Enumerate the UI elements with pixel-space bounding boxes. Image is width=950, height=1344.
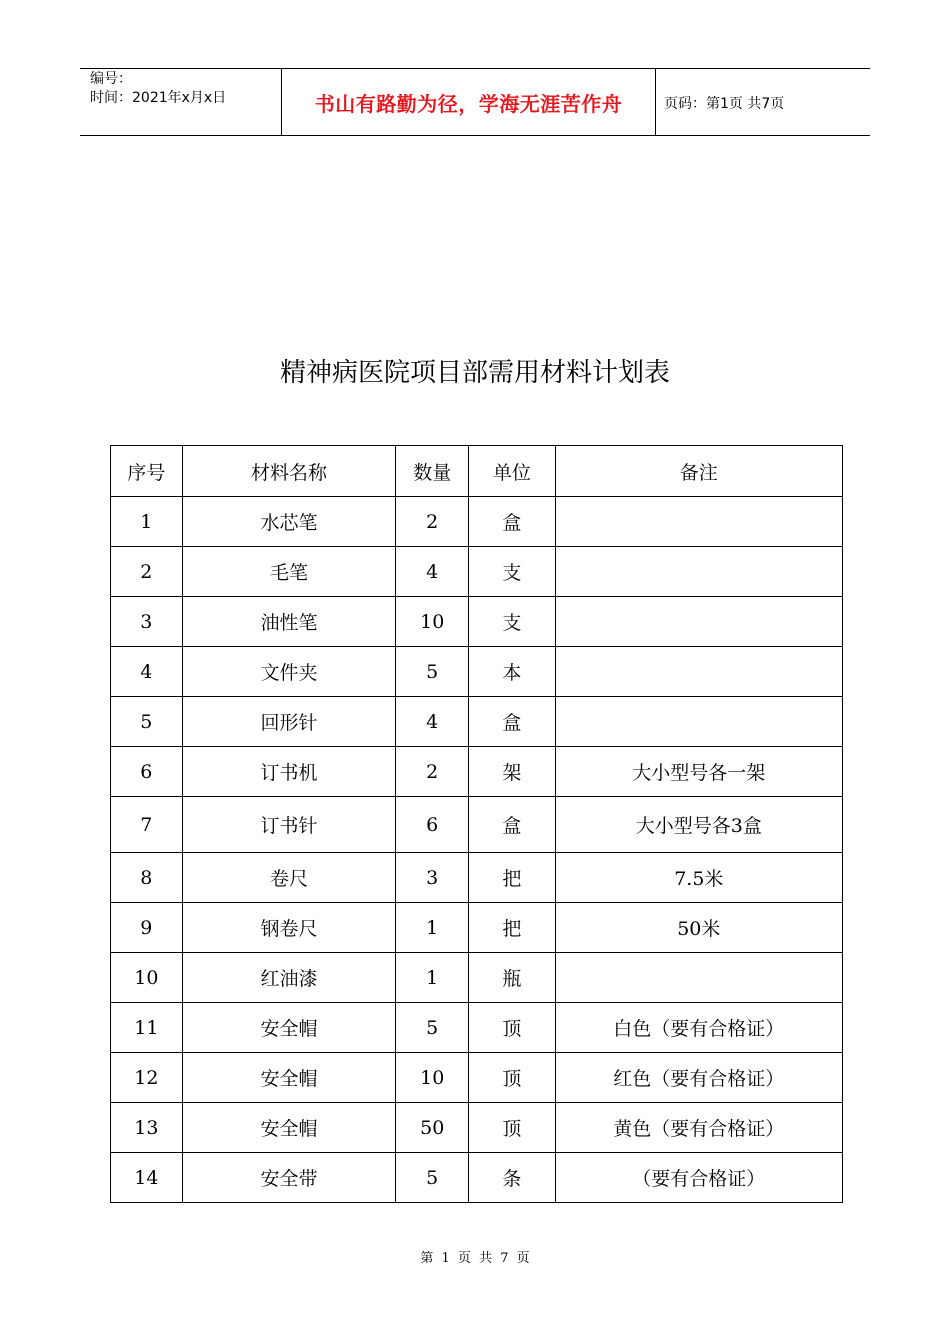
cell-no: 11 (111, 1003, 183, 1053)
cell-unit: 顶 (469, 1053, 556, 1103)
column-header-name: 材料名称 (182, 446, 396, 497)
header-motto: 书山有路勤为径，学海无涯苦作舟 (314, 92, 623, 116)
cell-note: 黄色（要有合格证） (555, 1103, 842, 1153)
cell-qty: 3 (396, 853, 469, 903)
cell-qty: 4 (396, 547, 469, 597)
cell-no: 12 (111, 1053, 183, 1103)
column-header-note: 备注 (555, 446, 842, 497)
cell-qty: 10 (396, 597, 469, 647)
cell-qty: 2 (396, 747, 469, 797)
page-title: 精神病医院项目部需用材料计划表 (279, 358, 670, 388)
cell-note: 7.5米 (555, 853, 842, 903)
cell-note (555, 597, 842, 647)
table-row (111, 547, 843, 597)
cell-no: 3 (111, 597, 183, 647)
cell-no: 2 (111, 547, 183, 597)
column-header-no: 序号 (111, 446, 183, 497)
cell-note (555, 547, 842, 597)
cell-name: 安全帽 (182, 1053, 396, 1103)
cell-name: 红油漆 (182, 953, 396, 1003)
cell-no: 5 (111, 697, 183, 747)
cell-note (555, 647, 842, 697)
table-row (111, 953, 843, 1003)
table-header-row (111, 446, 843, 497)
cell-unit: 本 (469, 647, 556, 697)
cell-unit: 把 (469, 903, 556, 953)
cell-no: 13 (111, 1103, 183, 1153)
cell-no: 10 (111, 953, 183, 1003)
cell-name: 油性笔 (182, 597, 396, 647)
cell-unit: 把 (469, 853, 556, 903)
table-row (111, 697, 843, 747)
cell-no: 7 (111, 797, 183, 853)
cell-name: 安全帽 (182, 1003, 396, 1053)
table-row (111, 797, 843, 853)
cell-unit: 盒 (469, 797, 556, 853)
cell-name: 毛笔 (182, 547, 396, 597)
cell-qty: 1 (396, 903, 469, 953)
header-meta (90, 70, 226, 108)
cell-note: 大小型号各一架 (555, 747, 842, 797)
cell-name: 回形针 (182, 697, 396, 747)
cell-note (555, 497, 842, 547)
table-row (111, 903, 843, 953)
doc-number-label: 编号： (90, 71, 132, 87)
cell-name: 订书机 (182, 747, 396, 797)
column-header-unit: 单位 (469, 446, 556, 497)
cell-qty: 5 (396, 1153, 469, 1203)
cell-qty: 1 (396, 953, 469, 1003)
table-row (111, 853, 843, 903)
cell-no: 4 (111, 647, 183, 697)
materials-table (110, 445, 843, 1203)
cell-qty: 2 (396, 497, 469, 547)
cell-no: 9 (111, 903, 183, 953)
column-header-qty: 数量 (396, 446, 469, 497)
cell-unit: 支 (469, 547, 556, 597)
cell-qty: 50 (396, 1103, 469, 1153)
cell-note: 红色（要有合格证） (555, 1053, 842, 1103)
cell-no: 8 (111, 853, 183, 903)
cell-unit: 盒 (469, 697, 556, 747)
cell-qty: 4 (396, 697, 469, 747)
header-bottom-rule (80, 135, 870, 136)
cell-unit: 顶 (469, 1003, 556, 1053)
cell-qty: 10 (396, 1053, 469, 1103)
table-row (111, 1003, 843, 1053)
header-top-rule (80, 68, 870, 69)
cell-name: 水芯笔 (182, 497, 396, 547)
cell-unit: 支 (469, 597, 556, 647)
cell-no: 6 (111, 747, 183, 797)
table-row (111, 1103, 843, 1153)
header-divider-right (655, 68, 656, 136)
cell-qty: 5 (396, 647, 469, 697)
table-row (111, 1053, 843, 1103)
cell-unit: 顶 (469, 1103, 556, 1153)
cell-note (555, 697, 842, 747)
cell-name: 文件夹 (182, 647, 396, 697)
cell-no: 14 (111, 1153, 183, 1203)
cell-unit: 架 (469, 747, 556, 797)
cell-no: 1 (111, 497, 183, 547)
header-page-code: 页码：第1页 共7页 (664, 96, 785, 112)
doc-time-label: 时间：2021年x月x日 (90, 90, 227, 106)
cell-unit: 瓶 (469, 953, 556, 1003)
table-row (111, 497, 843, 547)
table-row (111, 647, 843, 697)
table-row (111, 747, 843, 797)
cell-name: 安全帽 (182, 1103, 396, 1153)
cell-note (555, 953, 842, 1003)
cell-qty: 5 (396, 1003, 469, 1053)
cell-unit: 条 (469, 1153, 556, 1203)
table-row (111, 1153, 843, 1203)
cell-note: （要有合格证） (555, 1153, 842, 1203)
cell-qty: 6 (396, 797, 469, 853)
page-footer: 第 1 页 共 7 页 (420, 1251, 530, 1266)
cell-note: 50米 (555, 903, 842, 953)
cell-note: 白色（要有合格证） (555, 1003, 842, 1053)
table-row (111, 597, 843, 647)
cell-name: 订书针 (182, 797, 396, 853)
cell-name: 钢卷尺 (182, 903, 396, 953)
cell-name: 卷尺 (182, 853, 396, 903)
cell-name: 安全带 (182, 1153, 396, 1203)
cell-unit: 盒 (469, 497, 556, 547)
cell-note: 大小型号各3盒 (555, 797, 842, 853)
